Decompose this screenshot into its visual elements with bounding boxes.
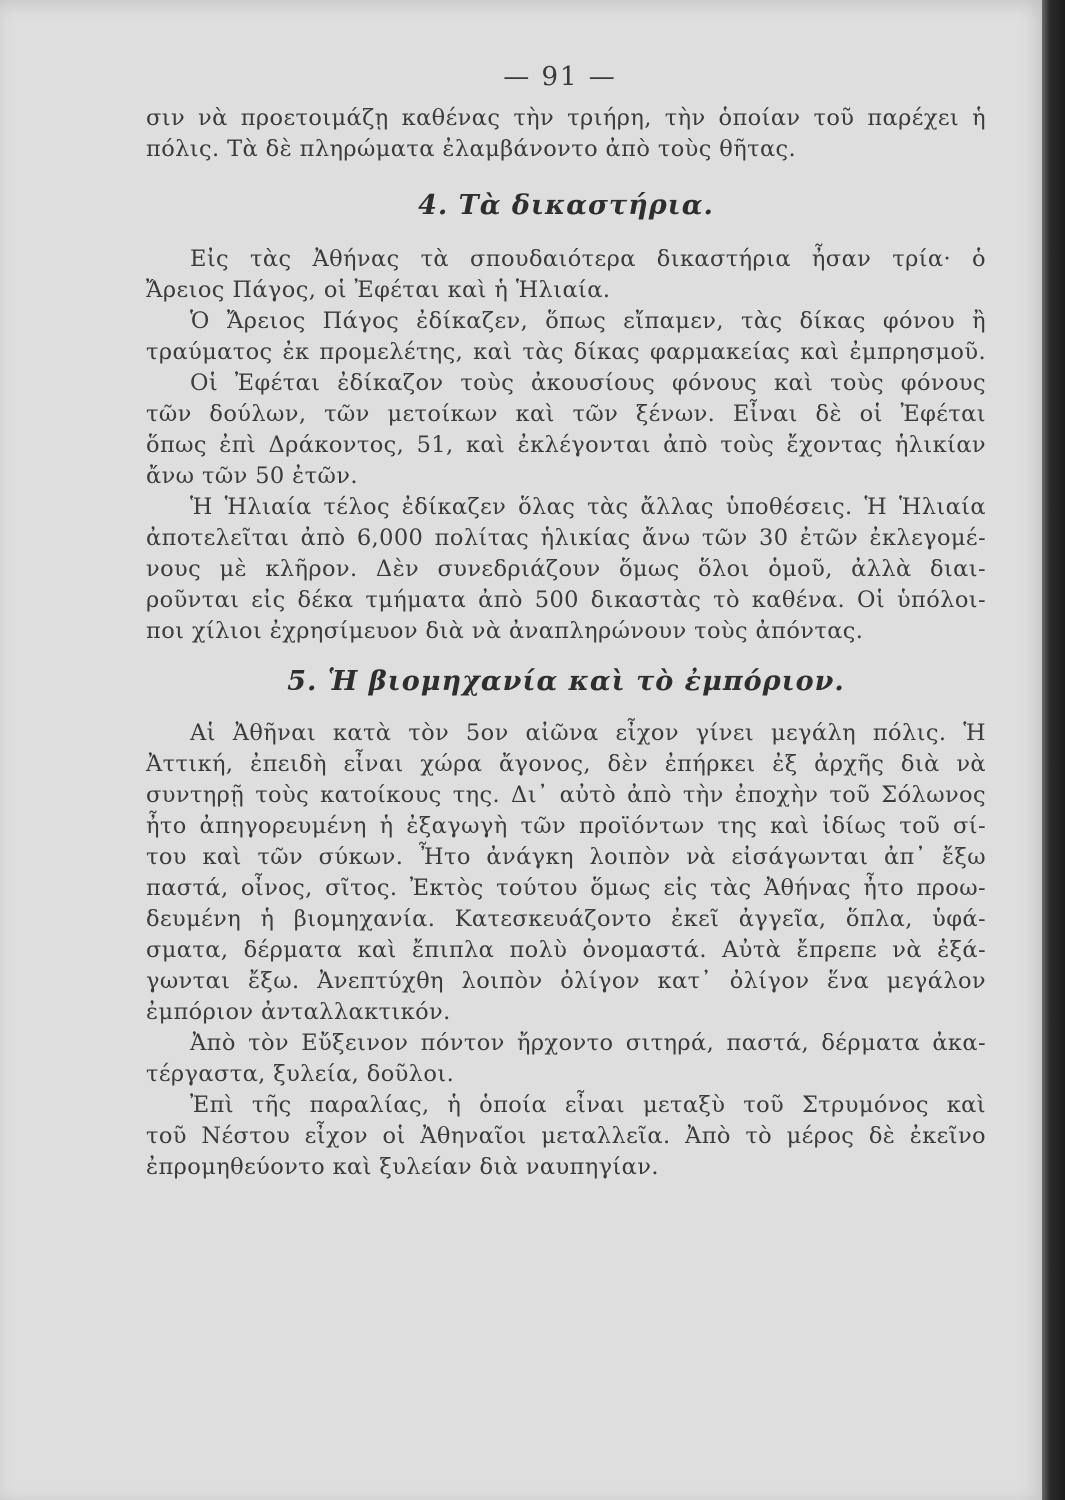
text-line: ὅπως ἐπὶ Δράκοντος, 51, καὶ ἐκλέγονται ἀπὸ τοὺς ἔχοντας ἡλικίαν [146, 432, 986, 458]
text-line: του καὶ τῶν σύκων. Ἦτο ἀνάγκη λοιπὸν νὰ εἰσάγωνται ἀπ᾽ ἔξω [146, 844, 986, 870]
page-body [146, 103, 986, 1183]
text-line: δευμένη ἡ βιομηχανία. Κατεσκευάζοντο ἐκεῖ ἀγγεῖα, ὅπλα, ὑφά- [146, 906, 986, 932]
section-heading-industry-trade: 5. Ἡ βιομηχανία καὶ τὸ ἐμπόριον. [287, 666, 845, 697]
text-line: Ἐπὶ τῆς παραλίας, ἡ ὁποία εἶναι μεταξὺ τοῦ Στρυμόνος καὶ [190, 1092, 986, 1118]
text-line: ἄνω τῶν 50 ἐτῶν. [146, 463, 358, 489]
text-line: ροῦνται εἰς δέκα τμήματα ἀπὸ 500 δικαστὰς τὸ καθένα. Οἱ ὑπόλοι- [146, 587, 986, 613]
text-line: παστά, οἶνος, σῖτος. Ἐκτὸς τούτου ὅμως εἰς τὰς Ἀθήνας ἦτο προω- [146, 875, 986, 901]
section-heading-courts: 4. Τὰ δικαστήρια. [418, 190, 714, 221]
text-line: Αἱ Ἀθῆναι κατὰ τὸν 5ον αἰῶνα εἶχον γίνει μεγάλη πόλις. Ἡ [190, 720, 986, 746]
text-line: γωνται ἔξω. Ἀνεπτύχθη λοιπὸν ὀλίγον κατ᾽ ὀλίγον ἕνα μεγάλον [146, 968, 986, 994]
text-line: πόλις. Τὰ δὲ πληρώματα ἐλαμβάνοντο ἀπὸ τοὺς θῆτας. [146, 136, 797, 162]
page-edge [1042, 0, 1065, 1500]
text-line: συντηρῇ τοὺς κατοίκους της. Δι᾽ αὐτὸ ἀπὸ τὴν ἐποχὴν τοῦ Σόλωνος [146, 782, 986, 808]
text-line: Οἱ Ἐφέται ἐδίκαζον τοὺς ἀκουσίους φόνους καὶ τοὺς φόνους [190, 370, 986, 396]
text-line: νους μὲ κλῆρον. Δὲν συνεδριάζουν ὅμως ὅλοι ὁμοῦ, ἀλλὰ διαι- [146, 556, 986, 582]
text-line: ἦτο ἀπηγορευμένη ἡ ἐξαγωγὴ τῶν προϊόντων της καὶ ἰδίως τοῦ σί- [146, 813, 986, 839]
text-line: Εἰς τὰς Ἀθήνας τὰ σπουδαιότερα δικαστήρια ἦσαν τρία· ὁ [190, 246, 986, 272]
text-line: ἐπρομηθεύοντο καὶ ξυλείαν διὰ ναυπηγίαν. [146, 1154, 659, 1180]
text-line: Ἀπὸ τὸν Εὔξεινον πόντον ἤρχοντο σιτηρά, παστά, δέρματα ἀκα- [190, 1030, 986, 1056]
text-line: τέργαστα, ξυλεία, δοῦλοι. [146, 1061, 455, 1087]
text-line: Ἄρειος Πάγος, οἱ Ἐφέται καὶ ἡ Ἡλιαία. [146, 277, 611, 303]
text-line: Ἀττική, ἐπειδὴ εἶναι χώρα ἄγονος, δὲν ἐπήρκει ἐξ ἀρχῆς διὰ νὰ [146, 751, 986, 777]
text-line: τραύματος ἐκ προμελέτης, καὶ τὰς δίκας φαρμακείας καὶ ἐμπρησμοῦ. [146, 339, 986, 365]
text-line: ἀποτελεῖται ἀπὸ 6,000 πολίτας ἡλικίας ἄνω τῶν 30 ἐτῶν ἐκλεγομέ- [146, 525, 986, 551]
text-line: Ὁ Ἄρειος Πάγος ἐδίκαζεν, ὅπως εἴπαμεν, τὰς δίκας φόνου ἢ [190, 308, 986, 334]
text-line: σματα, δέρματα καὶ ἔπιπλα πολὺ ὀνομαστά. Αὐτὰ ἔπρεπε νὰ ἐξά- [146, 937, 986, 963]
text-line: τῶν δούλων, τῶν μετοίκων καὶ τῶν ξένων. Εἶναι δὲ οἱ Ἐφέται [146, 401, 986, 427]
page-number: — 91 — [503, 62, 617, 92]
text-line: ἐμπόριον ἀνταλλακτικόν. [146, 999, 451, 1025]
text-line: ποι χίλιοι ἐχρησίμευον διὰ νὰ ἀναπληρώνουν τοὺς ἀπόντας. [146, 618, 864, 644]
text-line: Ἡ Ἡλιαία τέλος ἐδίκαζεν ὅλας τὰς ἄλλας ὑποθέσεις. Ἡ Ἡλιαία [190, 494, 986, 520]
text-line: σιν νὰ προετοιμάζῃ καθένας τὴν τριήρη, τὴν ὁποίαν τοῦ παρέχει ἡ [146, 105, 986, 131]
text-line: τοῦ Νέστου εἶχον οἱ Ἀθηναῖοι μεταλλεῖα. Ἀπὸ τὸ μέρος δὲ ἐκεῖνο [146, 1123, 986, 1149]
